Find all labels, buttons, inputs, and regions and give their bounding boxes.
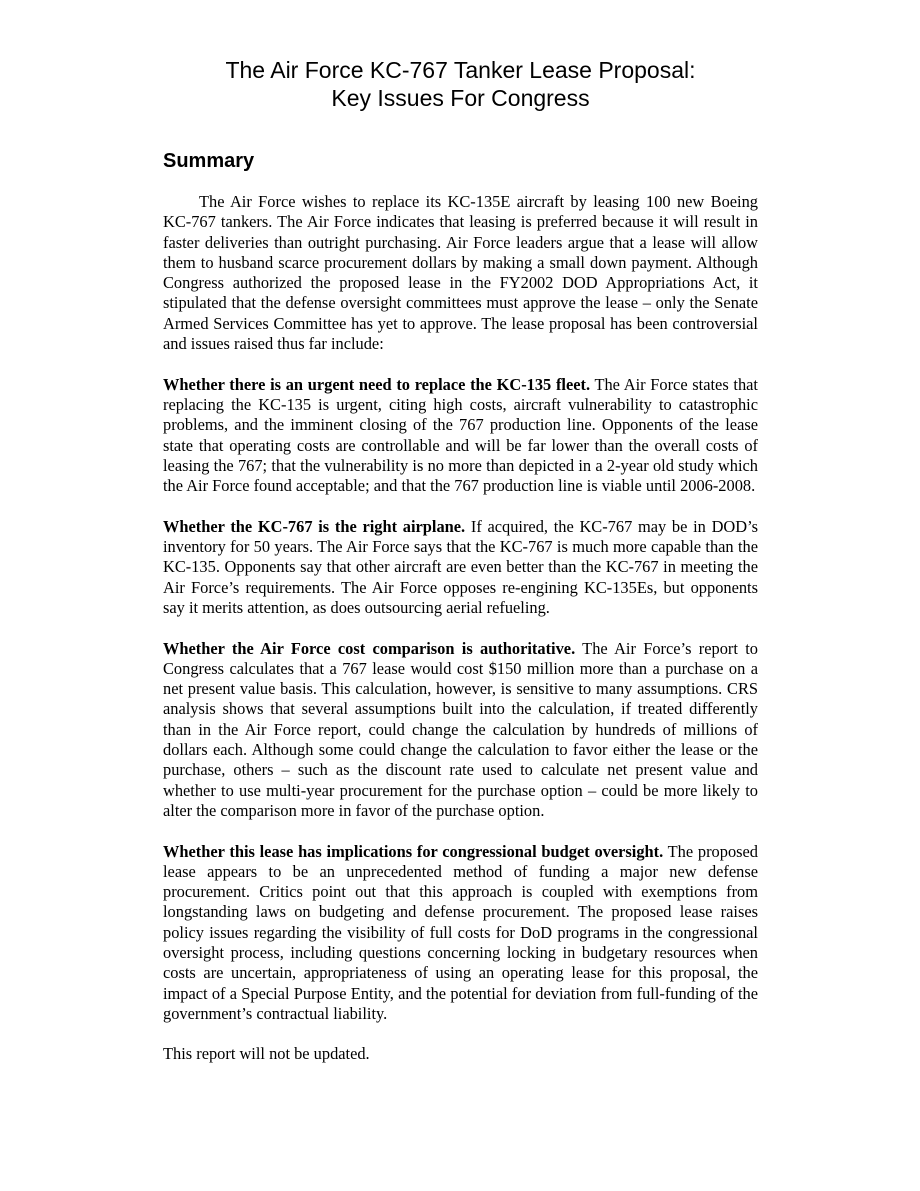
closing-note: This report will not be updated.: [163, 1044, 370, 1064]
issue-paragraph-budget-oversight: [163, 842, 758, 1025]
issue-lead: Whether there is an urgent need to replace the KC-135 fleet.: [163, 374, 591, 394]
issue-lead: Whether the Air Force cost comparison is authoritative.: [163, 638, 576, 658]
issue-text: The Air Force’s report to Congress calculates that a 767 lease would cost $150 million more than a purchase on a net present value basis. This calculation, however, is sensitive to many assumptions. CRS analysis shows that several assumptions built into the calculation, if treated differently than in the Air Force report, could change the calculation by hundreds of millions of dollars each. Although some could change the calculation to favor either the lease or the purchase, others – such as the discount rate used to calculate net present value and whether to use multi-year procurement for the purchase option – could be more likely to alter the comparison more in favor of the purchase option.: [163, 638, 758, 820]
report-title-line-2: Key Issues For Congress: [331, 85, 590, 111]
issue-paragraph-right-airplane: [163, 517, 758, 618]
summary-body: [163, 192, 758, 1085]
issue-lead: Whether the KC-767 is the right airplane.: [163, 516, 466, 536]
issue-text: The proposed lease appears to be an unprecedented method of funding a major new defense procurement. Critics point out that this approach is coupled with exemptions from longstanding laws on budgeting and defense procurement. The proposed lease raises policy issues regarding the visibility of full costs for DoD programs in the congressional oversight process, including questions concerning locking in budgetary resources when costs are uncertain, appropriateness of using an operating lease for this proposal, the impact of a Special Purpose Entity, and the potential for deviation from full-funding of the government’s contractual liability.: [163, 841, 758, 1023]
report-title-line-1: The Air Force KC-767 Tanker Lease Proposal:: [225, 57, 696, 83]
issue-text: The Air Force states that replacing the KC-135 is urgent, citing high costs, aircraft vulnerability to catastrophic problems, and the imminent closing of the 767 production line. Opponents of the lease state that operating costs are controllable and will be far lower than the overall costs of leasing the 767; that the vulnerability is no more than depicted in a 2-year old study which the Air Force found acceptable; and that the 767 production line is viable until 2006-2008.: [163, 374, 758, 496]
summary-heading: Summary: [163, 150, 255, 172]
intro-paragraph: The Air Force wishes to replace its KC-135E aircraft by leasing 100 new Boeing KC-767 tankers. The Air Force indicates that leasing is preferred because it will result in faster deliveries than outright purchasing. Air Force leaders argue that a lease will allow them to husband scarce procurement dollars by making a small down payment. Although Congress authorized the proposed lease in the FY2002 DOD Appropriations Act, it stipulated that the defense oversight committees must approve the lease – only the Senate Armed Services Committee has yet to approve. The lease proposal has been controversial and issues raised thus far include:: [163, 192, 758, 354]
issue-paragraph-cost-comparison: [163, 639, 758, 822]
issue-paragraph-urgent-need: [163, 375, 758, 497]
issue-text: If acquired, the KC-767 may be in DOD’s inventory for 50 years. The Air Force says that the KC-767 is much more capable than the KC-135. Opponents say that other aircraft are even better than the KC-767 in meeting the Air Force’s requirements. The Air Force opposes re-engining KC-135Es, but opponents say it merits attention, as does outsourcing aerial refueling.: [163, 516, 759, 617]
issue-lead: Whether this lease has implications for congressional budget oversight.: [163, 841, 664, 861]
report-title: [163, 56, 758, 112]
